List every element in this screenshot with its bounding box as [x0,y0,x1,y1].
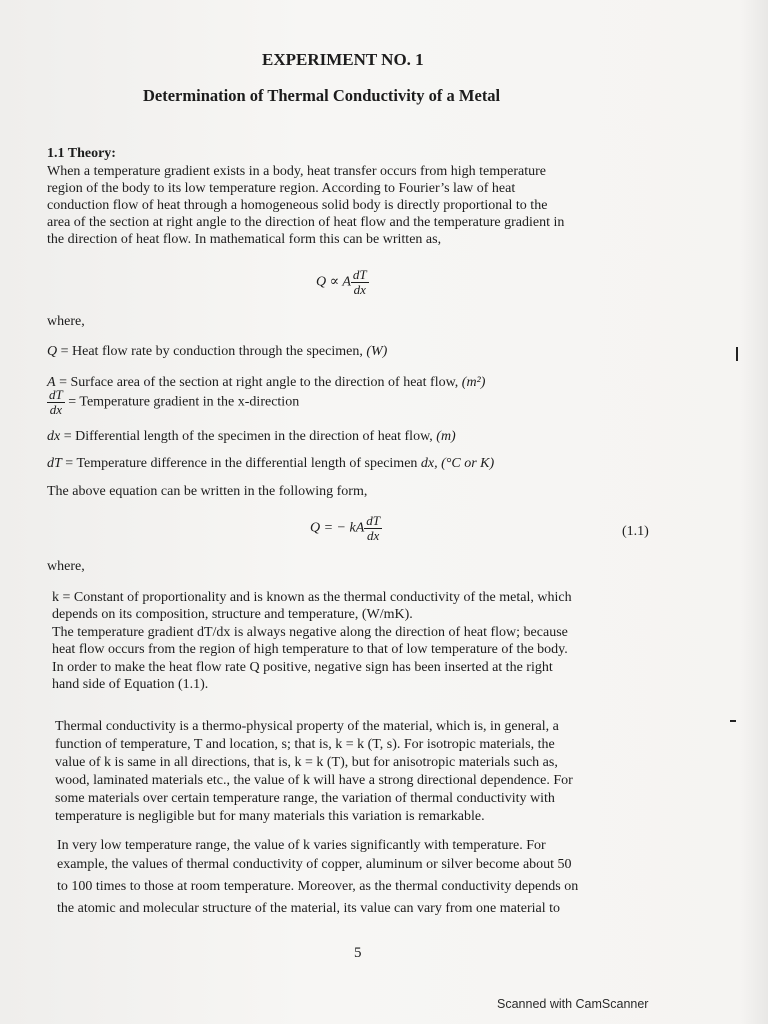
text-line: to 100 times to those at room temperature. Moreover, as the thermal conductivity depends on [57,879,579,894]
fraction-numerator: dT [366,513,381,528]
section-heading: 1.1 Theory: [47,146,116,161]
experiment-title: EXPERIMENT NO. 1 [262,50,424,69]
equation-proportional [316,268,369,297]
experiment-subtitle: Determination of Thermal Conductivity of a Metal [143,86,501,105]
where-label: where, [47,559,85,574]
where-label: where, [47,314,85,329]
text-line: example, the values of thermal conductivity of copper, aluminum or silver become about 50 [57,857,572,872]
unit: dx, (°C or K) [420,456,495,471]
definition-q [47,344,387,360]
text-line: heat flow occurs from the region of high temperature to that of low temperature of the body. [52,642,568,657]
definition-text: = Differential length of the specimen in the direction of heat flow, [60,429,437,444]
text-line: the direction of heat flow. In mathematical form this can be written as, [47,232,442,247]
definition-dx [47,429,456,445]
fraction-denominator: dx [367,528,380,543]
fraction-denominator: dx [353,282,366,297]
definition-dt [47,456,494,472]
text-line: wood, laminated materials etc., the value of k will have a strong directional dependence. For [55,773,573,788]
text-line: In order to make the heat flow rate Q positive, negative sign has been inserted at the right [52,660,553,675]
equation-number: (1.1) [622,524,649,539]
text-line: conduction flow of heat through a homogeneous solid body is directly proportional to the [47,198,548,213]
text-line: function of temperature, T and location, s; that is, k = k (T, s). For isotropic materials, the [55,737,555,752]
unit: (W) [366,344,388,359]
scan-speck [736,347,738,361]
unit: (m²) [461,375,486,390]
scan-speck [730,720,736,722]
text-line: value of k is same in all directions, that is, k = k (T), but for anisotropic materials such as, [55,755,558,770]
text-line: region of the body to its low temperature region. According to Fourier’s law of heat [47,181,516,196]
text-line: hand side of Equation (1.1). [52,677,209,692]
symbol: dx [47,429,61,444]
page-edge-shadow [740,0,768,1024]
equation-fourier [310,514,382,543]
text-line: The temperature gradient dT/dx is always negative along the direction of heat flow; because [52,625,568,640]
text-line: k = Constant of proportionality and is known as the thermal conductivity of the metal, which [52,590,572,605]
camscanner-watermark: Scanned with CamScanner [497,997,649,1011]
form-line: The above equation can be written in the following form, [47,484,368,499]
symbol: Q [47,344,58,359]
definition-text: = Temperature difference in the differential length of specimen [61,456,421,471]
fraction-denominator: dx [49,402,62,417]
text-line: the atomic and molecular structure of the material, its value can vary from one material to [57,901,561,916]
page-number: 5 [354,945,362,961]
symbol: dT [47,456,62,471]
equation-lhs: Q ∝ A [316,274,351,290]
gradient-fraction [351,268,369,297]
text-line: In very low temperature range, the value of k varies significantly with temperature. For [57,838,546,853]
text-line: When a temperature gradient exists in a body, heat transfer occurs from high temperature [47,164,547,179]
unit: (m) [436,429,456,444]
text-line: temperature is negligible but for many materials this variation is remarkable. [55,809,485,824]
gradient-fraction [47,388,65,417]
definition-text: = Surface area of the section at right angle to the direction of heat flow, [55,375,462,390]
definition-text: = Heat flow rate by conduction through the specimen, [57,344,367,359]
definition-gradient [47,388,299,417]
fraction-numerator: dT [352,267,367,282]
gradient-fraction [364,514,382,543]
equation-lhs: Q = − kA [310,520,365,536]
text-line: area of the section at right angle to the direction of heat flow and the temperature gradient in [47,215,565,230]
symbol: A [47,375,56,390]
text-line: some materials over certain temperature range, the variation of thermal conductivity with [55,791,555,806]
text-line: depends on its composition, structure and temperature, (W/mK). [52,607,413,622]
fraction-numerator: dT [49,387,63,402]
definition-text: = Temperature gradient in the x-direction [64,394,300,410]
text-line: Thermal conductivity is a thermo-physical property of the material, which is, in general, a [55,719,559,734]
